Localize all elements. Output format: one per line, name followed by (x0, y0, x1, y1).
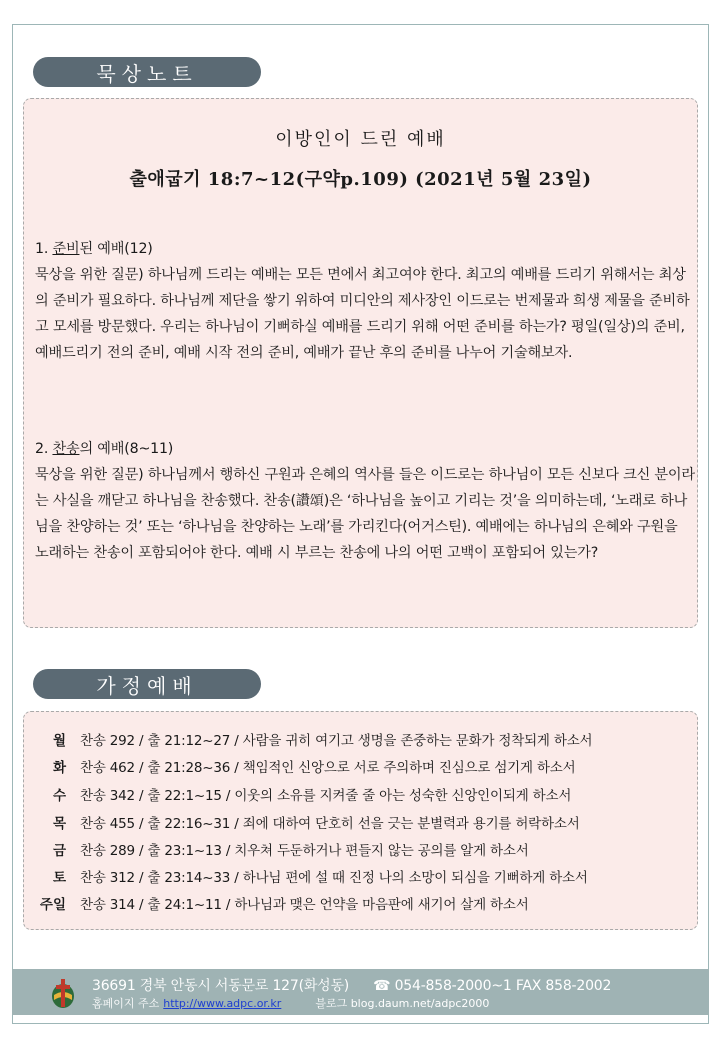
worship-day: 수 (52, 788, 66, 804)
worship-row-wed (24, 781, 697, 807)
meditation-box (23, 98, 698, 628)
worship-text: 찬송 342 / 출 22:1~15 / 이웃의 소유를 지켜줄 줄 아는 성숙한 신앙인이되게 하소서 (80, 788, 572, 804)
worship-row-sun (24, 890, 697, 916)
point-2-heading-rest: 의 예배(8~11) (79, 441, 174, 457)
worship-text: 찬송 292 / 출 21:12~27 / 사람을 귀히 여기고 생명을 존중하는 문화가 정착되게 하소서 (80, 733, 593, 749)
point-1-heading (35, 236, 695, 262)
worship-text: 찬송 312 / 출 23:14~33 / 하나님 편에 설 때 진정 나의 소망이 되심을 기뻐하게 하소서 (80, 870, 588, 886)
scripture-reference: 출애굽기 18:7~12(구약p.109) (2021년 5월 23일) (129, 169, 592, 190)
footer-homepage-label: 홈페이지 주소 (92, 997, 160, 1010)
worship-text: 찬송 455 / 출 22:16~31 / 죄에 대하여 단호히 선을 긋는 분별력과 용기를 허락하소서 (80, 816, 580, 832)
point-2-number: 2. (35, 441, 49, 457)
church-logo-icon (50, 977, 76, 1009)
family-worship-section-label: 가정예배 (33, 669, 261, 699)
point-2-keyword: 찬송 (52, 441, 80, 457)
worship-row-thu (24, 809, 697, 835)
point-1-keyword: 준비 (52, 241, 80, 257)
worship-row-fri (24, 836, 697, 862)
point-1-number: 1. (35, 241, 49, 257)
footer-contact (92, 975, 611, 995)
worship-row-mon (24, 726, 697, 752)
worship-day: 월 (52, 733, 66, 749)
point-1 (35, 236, 695, 366)
footer-web (92, 995, 489, 1011)
sermon-title: 이방인이 드린 예배 (275, 129, 446, 150)
worship-day: 주일 (39, 897, 66, 913)
footer-blog: 블로그 blog.daum.net/adpc2000 (315, 997, 490, 1010)
footer-phone: ☎ 054-858-2000~1 FAX 858-2002 (373, 978, 612, 994)
worship-row-sat (24, 863, 697, 889)
point-2 (35, 436, 695, 566)
worship-text: 찬송 314 / 출 24:1~11 / 하나님과 맺은 언약을 마음판에 새기어 살게 하소서 (80, 897, 529, 913)
point-1-heading-rest: 된 예배(12) (79, 241, 153, 257)
footer (12, 969, 709, 1015)
footer-address: 36691 경북 안동시 서동문로 127(화성동) (92, 978, 350, 994)
worship-text: 찬송 462 / 출 21:28~36 / 책임적인 신앙으로 서로 주의하며 진심으로 섬기게 하소서 (80, 760, 576, 776)
family-worship-box (23, 711, 698, 930)
worship-day: 금 (52, 843, 66, 859)
worship-day: 토 (52, 870, 66, 886)
worship-day: 화 (52, 760, 66, 776)
meditation-section-label: 묵상노트 (33, 57, 261, 87)
worship-row-tue (24, 753, 697, 779)
worship-day: 목 (52, 816, 66, 832)
point-1-body: 묵상을 위한 질문) 하나님께 드리는 예배는 모든 면에서 최고여야 한다. 최고의 예배를 드리기 위해서는 최상의 준비가 필요하다. 하나님께 제단을 쌓기 위하여 미디안의 제사장인 이드로는 번제물과 희생 제물을 준비하고 모세를 방문했다. 우리는 하나님이 기뻐하실 예배를 드리기 위해 어떤 준비를 하는가? 평일(일상)의 준비, 예배드리기 전의 준비, 예배 시작 전의 준비, 예배가 끝난 후의 준비를 나누어 기술해보자. (35, 267, 690, 361)
point-2-body: 묵상을 위한 질문) 하나님께서 행하신 구원과 은혜의 역사를 들은 이드로는 하나님이 모든 신보다 크신 분이라는 사실을 깨닫고 하나님을 찬송했다. 찬송(讚頌)은 ‘하나님을 높이고 기리는 것’을 의미하는데, ‘노래로 하나님을 찬양하는 것’ 또는 ‘하나님을 찬양하는 노래’를 가리킨다(어거스틴). 예배에는 하나님의 은혜와 구원을 노래하는 찬송이 포함되어야 한다. 예배 시 부르는 찬송에 나의 어떤 고백이 포함되어 있는가? (35, 467, 695, 561)
point-2-heading (35, 436, 695, 462)
homepage-link[interactable]: http://www.adpc.or.kr (163, 997, 282, 1010)
worship-text: 찬송 289 / 출 23:1~13 / 치우쳐 두둔하거나 편들지 않는 공의를 알게 하소서 (80, 843, 529, 859)
